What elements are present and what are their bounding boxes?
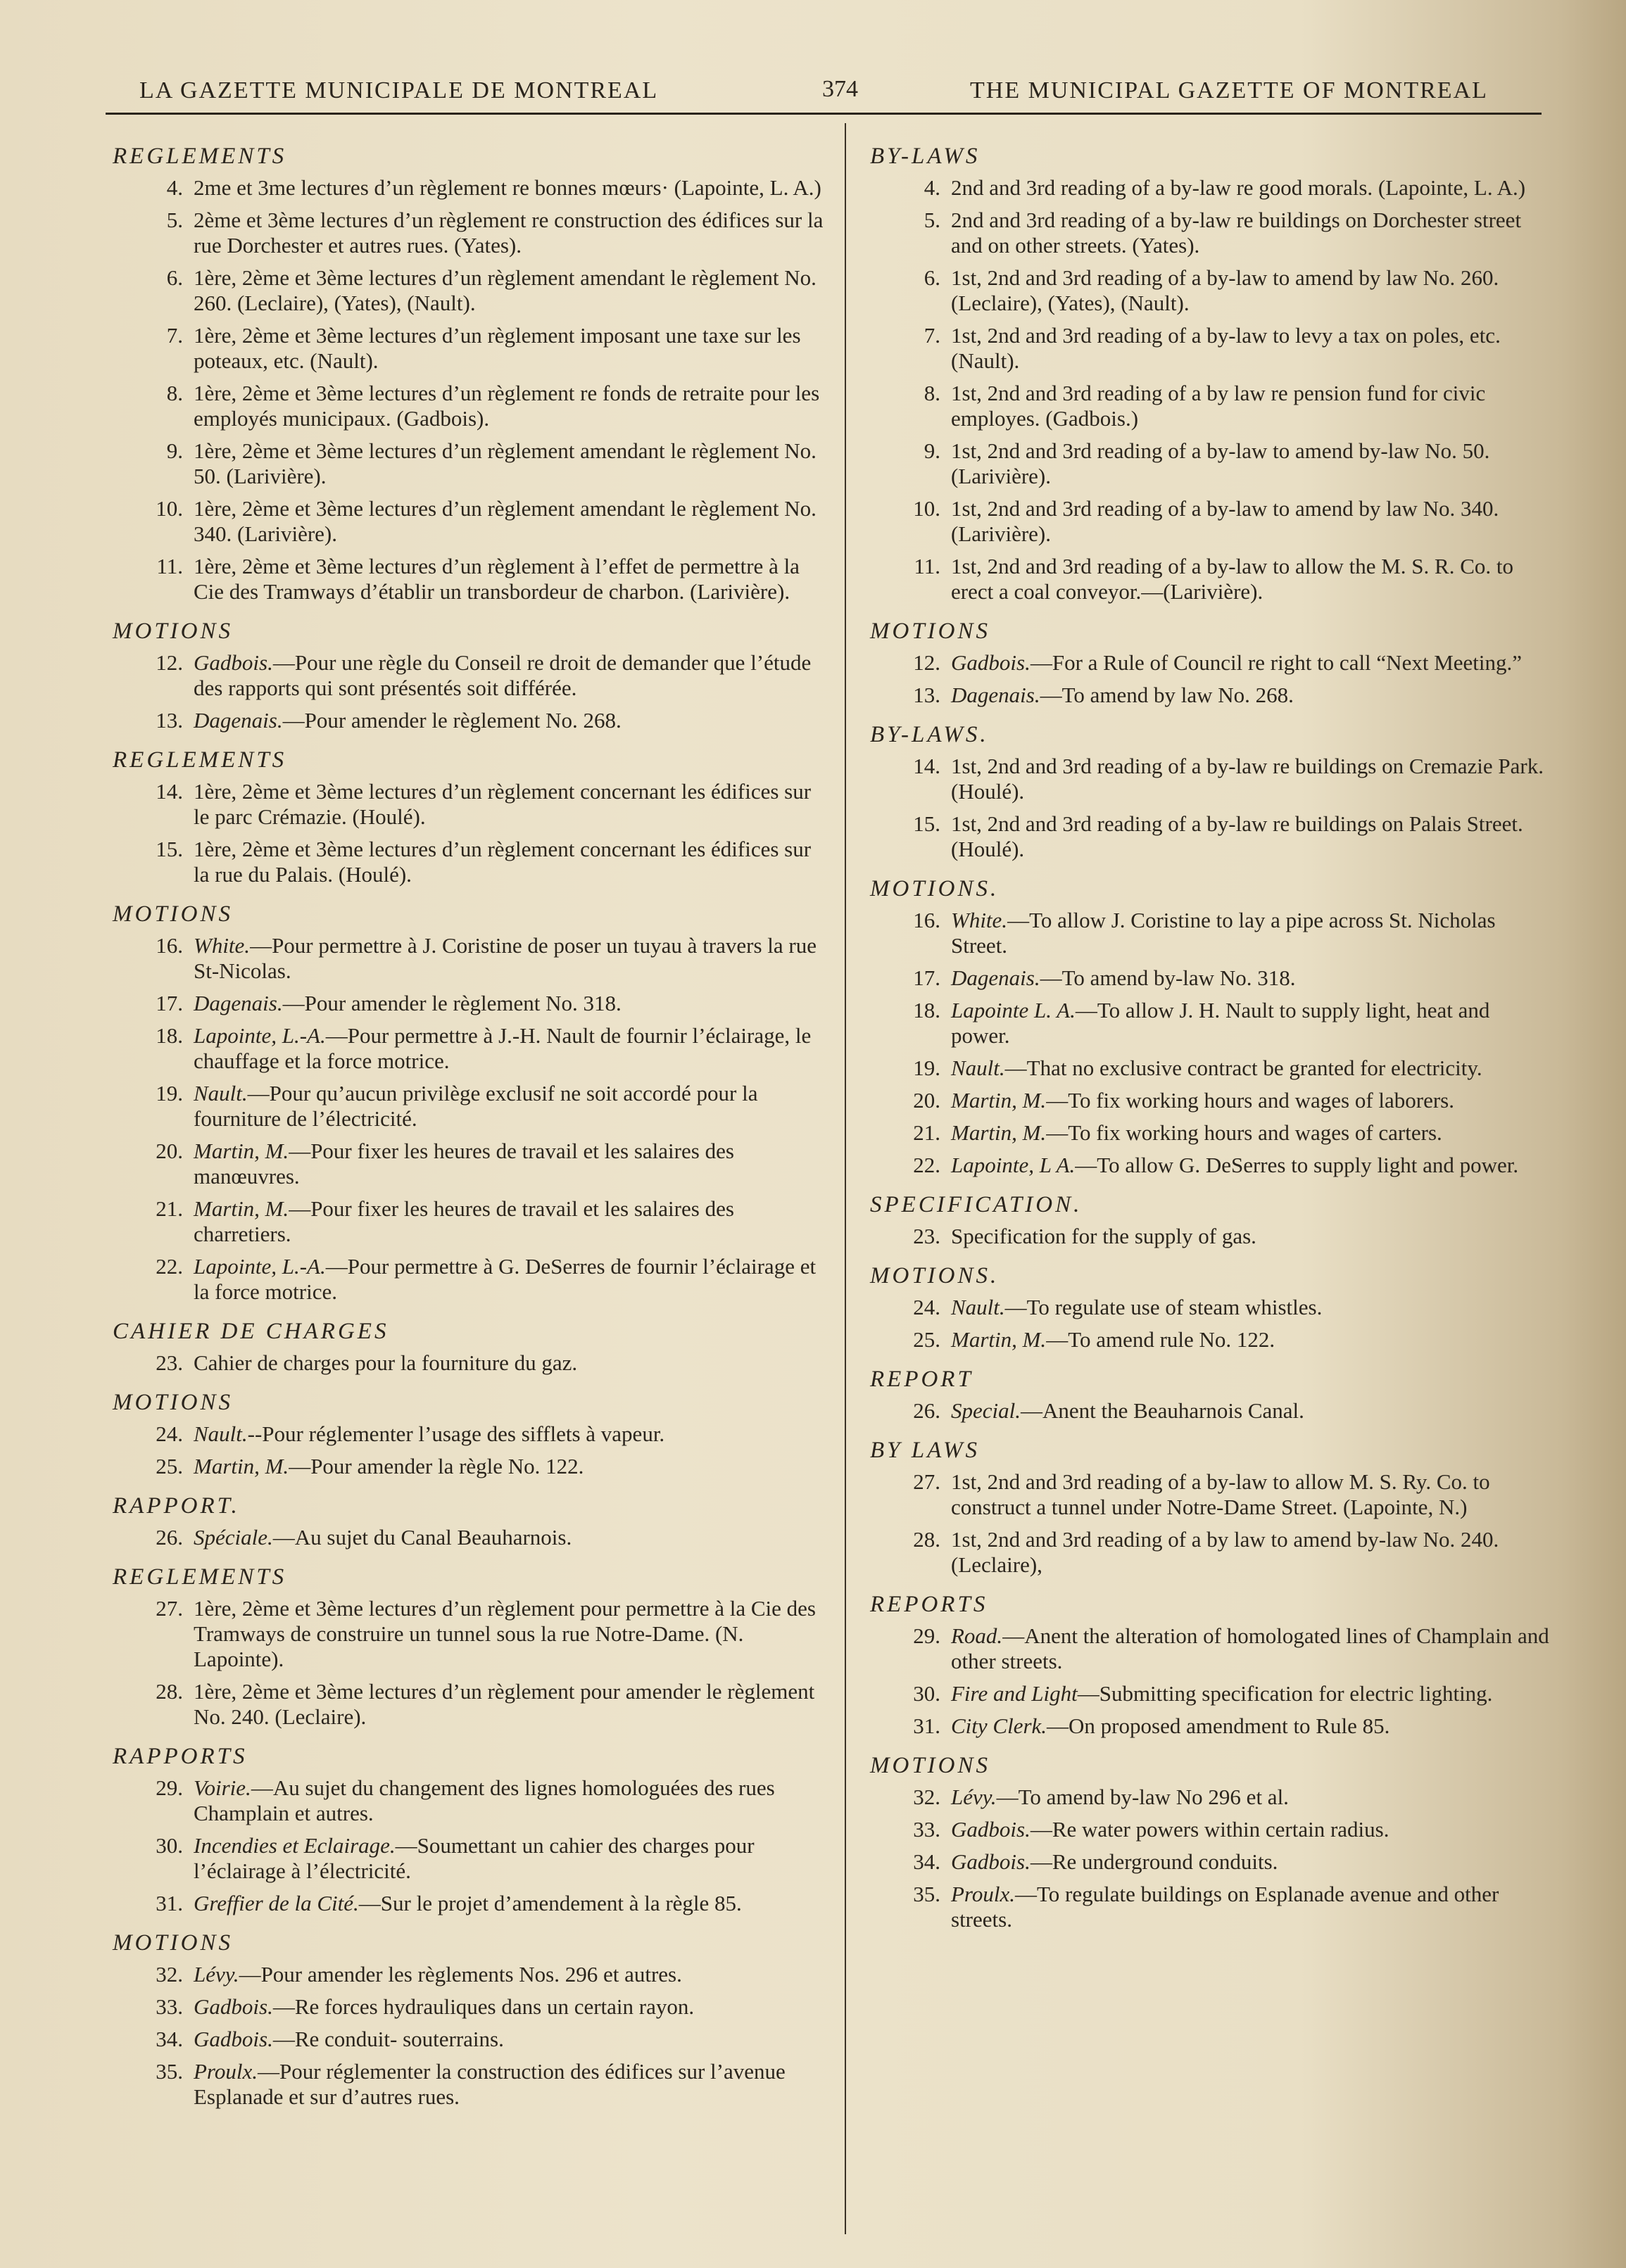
item-number: 35. — [156, 2059, 183, 2084]
header-rule — [106, 113, 1542, 115]
item-mover-name: Road. — [951, 1623, 1003, 1648]
agenda-item — [113, 438, 831, 489]
item-number: 5. — [166, 208, 183, 232]
agenda-section — [113, 1564, 831, 1730]
item-mover-name: White. — [194, 933, 251, 958]
agenda-item — [113, 1196, 831, 1247]
item-number: 14. — [156, 779, 183, 804]
item-text: 2me et 3me lectures d’un règlement re bonnes mœurs· (Lapointe, L. A.) — [194, 175, 821, 200]
item-mover-name: Fire and Light — [951, 1681, 1078, 1706]
agenda-item — [870, 1153, 1553, 1178]
section-heading: CAHIER DE CHARGES — [113, 1319, 389, 1344]
item-text: —Pour amender les règlements Nos. 296 et autres. — [239, 1962, 682, 1987]
item-number: 13. — [156, 708, 183, 733]
item-mover-name: Dagenais. — [194, 991, 283, 1015]
agenda-section — [870, 876, 1553, 1178]
section-heading: REPORTS — [870, 1592, 988, 1617]
agenda-item — [113, 837, 831, 887]
item-number: 28. — [913, 1527, 940, 1552]
item-text: —Pour réglementer la construction des édifices sur l’avenue Esplanade et sur d’autres rues. — [194, 2059, 786, 2109]
item-text: —To allow G. DeSerres to supply light and power. — [1075, 1153, 1519, 1177]
agenda-item — [870, 650, 1553, 676]
item-mover-name: Nault. — [194, 1081, 248, 1106]
agenda-item — [870, 1327, 1553, 1352]
agenda-item — [870, 496, 1553, 547]
agenda-section — [113, 1493, 831, 1550]
section-heading: RAPPORT. — [113, 1493, 240, 1519]
item-number: 14. — [913, 754, 940, 778]
item-text: —Pour fixer les heures de travail et les salaires des manœuvres. — [194, 1139, 734, 1189]
agenda-item — [113, 650, 831, 701]
item-number: 30. — [156, 1833, 183, 1858]
item-text: 1ère, 2ème et 3ème lectures d’un règlement concernant les édifices sur le parc Crémazie. (Houlé). — [194, 779, 812, 829]
agenda-item — [870, 1817, 1553, 1842]
item-number: 8. — [924, 381, 940, 405]
item-number: 29. — [913, 1623, 940, 1648]
item-text: —That no exclusive contract be granted for electricity. — [1004, 1056, 1482, 1080]
agenda-section — [113, 1319, 831, 1376]
agenda-item — [870, 1849, 1553, 1875]
item-mover-name: Lapointe L. A. — [951, 998, 1076, 1022]
item-mover-name: Nault. — [951, 1056, 1005, 1080]
item-text: —To fix working hours and wages of carters. — [1046, 1120, 1442, 1145]
item-mover-name: Gadbois. — [194, 650, 273, 675]
agenda-item — [113, 1962, 831, 1987]
agenda-item — [870, 811, 1553, 862]
item-text: —Re conduit- souterrains. — [272, 2027, 504, 2051]
page-header — [0, 68, 1626, 110]
english-column — [870, 134, 1553, 1939]
item-number: 16. — [156, 933, 183, 958]
item-number: 31. — [156, 1891, 183, 1915]
item-text: —To amend by-law No 296 et al. — [996, 1785, 1289, 1809]
item-text: 1st, 2nd and 3rd reading of a by-law to amend by law No. 340. (Larivière). — [951, 496, 1499, 546]
agenda-item — [113, 554, 831, 604]
item-number: 20. — [913, 1088, 940, 1113]
item-text: —Submitting specification for electric lighting. — [1077, 1681, 1493, 1706]
item-mover-name: White. — [951, 908, 1008, 932]
item-text: —Anent the Beauharnois Canal. — [1021, 1398, 1304, 1423]
agenda-item — [870, 1469, 1553, 1520]
agenda-section — [113, 1390, 831, 1479]
agenda-item — [113, 779, 831, 830]
item-text: —Pour amender le règlement No. 268. — [282, 708, 622, 733]
item-text: —Re water powers within certain radius. — [1030, 1817, 1389, 1842]
item-text: 1ère, 2ème et 3ème lectures d’un règlement concernant les édifices sur la rue du Palais. (Houlé). — [194, 837, 812, 887]
item-text: —Au sujet du changement des lignes homologuées des rues Champlain et autres. — [194, 1775, 775, 1825]
agenda-item — [870, 1088, 1553, 1113]
item-number: 22. — [913, 1153, 940, 1177]
item-mover-name: Special. — [951, 1398, 1021, 1423]
agenda-item — [870, 998, 1553, 1049]
item-number: 21. — [913, 1120, 940, 1145]
item-mover-name: Gadbois. — [194, 1994, 273, 2019]
item-number: 15. — [913, 811, 940, 836]
item-text: —Pour amender la règle No. 122. — [289, 1454, 584, 1478]
item-text: 2nd and 3rd reading of a by-law re good morals. (Lapointe, L. A.) — [951, 175, 1526, 200]
agenda-section — [113, 1744, 831, 1916]
item-text: —For a Rule of Council re right to call “Next Meeting.” — [1030, 650, 1523, 675]
item-number: 28. — [156, 1679, 183, 1704]
item-number: 26. — [156, 1525, 183, 1550]
item-text: 2nd and 3rd reading of a by-law re buildings on Dorchester street and on other streets. (Yates). — [951, 208, 1522, 258]
item-text: —Pour une règle du Conseil re droit de demander que l’étude des rapports qui sont présentés soit différée. — [194, 650, 812, 700]
agenda-item — [870, 1785, 1553, 1810]
item-mover-name: Incendies et Eclairage. — [194, 1833, 396, 1858]
item-number: 10. — [913, 496, 940, 521]
section-heading: MOTIONS. — [870, 876, 1000, 901]
section-heading: MOTIONS. — [870, 1263, 1000, 1288]
item-number: 13. — [913, 683, 940, 707]
agenda-item — [870, 1527, 1553, 1578]
item-number: 34. — [156, 2027, 183, 2051]
item-number: 9. — [924, 438, 940, 463]
item-number: 20. — [156, 1139, 183, 1163]
item-mover-name: Spéciale. — [194, 1525, 273, 1550]
agenda-item — [870, 554, 1553, 604]
item-number: 18. — [156, 1023, 183, 1048]
agenda-item — [113, 1679, 831, 1730]
item-text: 1ère, 2ème et 3ème lectures d’un règlement pour amender le règlement No. 240. (Leclaire). — [194, 1679, 815, 1729]
item-text: Cahier de charges pour la fourniture du gaz. — [194, 1350, 578, 1375]
section-heading: MOTIONS — [870, 619, 991, 644]
agenda-item — [113, 2027, 831, 2052]
item-text: 1st, 2nd and 3rd reading of a by-law re buildings on Palais Street. (Houlé). — [951, 811, 1523, 861]
item-text: —Au sujet du Canal Beauharnois. — [272, 1525, 572, 1550]
section-heading: MOTIONS — [113, 619, 234, 644]
agenda-item — [113, 323, 831, 374]
agenda-item — [113, 1350, 831, 1376]
agenda-item — [113, 175, 831, 201]
item-number: 10. — [156, 496, 183, 521]
section-heading: SPECIFICATION. — [870, 1192, 1083, 1217]
item-text: —Pour permettre à G. DeSerres de fournir l’éclairage et la force motrice. — [194, 1254, 817, 1304]
item-text: 1ère, 2ème et 3ème lectures d’un règlement amendant le règlement No. 260. (Leclaire), (Yates), (Nault). — [194, 265, 817, 315]
agenda-item — [870, 1713, 1553, 1739]
item-number: 29. — [156, 1775, 183, 1800]
agenda-item — [870, 381, 1553, 431]
item-text: --Pour réglementer l’usage des sifflets à vapeur. — [247, 1421, 665, 1446]
section-heading: REGLEMENTS — [113, 144, 287, 169]
item-text: —To allow J. Coristine to lay a pipe across St. Nicholas Street. — [951, 908, 1496, 958]
item-text: —To amend rule No. 122. — [1046, 1327, 1275, 1352]
item-mover-name: Proulx. — [951, 1882, 1015, 1906]
agenda-item — [870, 754, 1553, 804]
item-text: —Sur le projet d’amendement à la règle 85. — [358, 1891, 742, 1915]
item-number: 9. — [166, 438, 183, 463]
agenda-item — [870, 175, 1553, 201]
item-mover-name: Dagenais. — [951, 683, 1040, 707]
item-text: Specification for the supply of gas. — [951, 1224, 1256, 1248]
section-heading: RAPPORTS — [113, 1744, 248, 1769]
item-number: 24. — [913, 1295, 940, 1319]
item-number: 31. — [913, 1713, 940, 1738]
french-column — [113, 134, 831, 2117]
item-mover-name: Gadbois. — [951, 650, 1031, 675]
agenda-section — [113, 1930, 831, 2110]
item-text: —To amend by-law No. 318. — [1040, 965, 1296, 990]
header-english-title: THE MUNICIPAL GAZETTE OF MONTREAL — [970, 77, 1488, 103]
item-number: 17. — [913, 965, 940, 990]
item-number: 22. — [156, 1254, 183, 1279]
item-number: 17. — [156, 991, 183, 1015]
item-text: 1st, 2nd and 3rd reading of a by law re pension fund for civic employes. (Gadbois.) — [951, 381, 1486, 431]
item-mover-name: Lévy. — [951, 1785, 997, 1809]
item-text: —On proposed amendment to Rule 85. — [1047, 1713, 1390, 1738]
agenda-item — [113, 208, 831, 258]
agenda-section — [870, 1592, 1553, 1739]
item-number: 23. — [156, 1350, 183, 1375]
agenda-item — [113, 708, 831, 733]
agenda-item — [870, 1398, 1553, 1424]
item-number: 16. — [913, 908, 940, 932]
item-text: —Anent the alteration of homologated lines of Champlain and other streets. — [951, 1623, 1549, 1673]
item-text: —To allow J. H. Nault to supply light, heat and power. — [951, 998, 1490, 1048]
agenda-section — [113, 619, 831, 733]
item-number: 35. — [913, 1882, 940, 1906]
item-text: —To amend by law No. 268. — [1040, 683, 1294, 707]
item-number: 33. — [913, 1817, 940, 1842]
item-text: —Pour permettre à J. Coristine de poser un tuyau à travers la rue St-Nicolas. — [194, 933, 817, 983]
item-number: 6. — [166, 265, 183, 290]
agenda-item — [113, 1139, 831, 1189]
item-mover-name: Voirie. — [194, 1775, 251, 1800]
item-number: 15. — [156, 837, 183, 861]
item-number: 18. — [913, 998, 940, 1022]
agenda-section — [113, 144, 831, 604]
section-heading: BY LAWS — [870, 1438, 981, 1463]
item-text: —Pour fixer les heures de travail et les salaires des charretiers. — [194, 1196, 734, 1246]
agenda-item — [113, 991, 831, 1016]
item-number: 33. — [156, 1994, 183, 2019]
item-mover-name: Gadbois. — [951, 1817, 1031, 1842]
agenda-section — [870, 1192, 1553, 1249]
agenda-item — [870, 265, 1553, 316]
section-heading: MOTIONS — [113, 1930, 234, 1956]
item-number: 25. — [156, 1454, 183, 1478]
agenda-section — [870, 722, 1553, 862]
item-text: —Soumettant un cahier des charges pour l’éclairage à l’électricité. — [194, 1833, 755, 1883]
item-number: 12. — [156, 650, 183, 675]
agenda-item — [113, 2059, 831, 2110]
item-text: 1st, 2nd and 3rd reading of a by-law to allow the M. S. R. Co. to erect a coal conveyor.—(Larivière). — [951, 554, 1514, 604]
item-mover-name: Dagenais. — [951, 965, 1040, 990]
item-number: 34. — [913, 1849, 940, 1874]
agenda-section — [870, 1438, 1553, 1578]
section-heading: REGLEMENTS — [113, 1564, 287, 1590]
item-number: 19. — [913, 1056, 940, 1080]
item-mover-name: Martin, M. — [194, 1454, 289, 1478]
item-mover-name: Martin, M. — [951, 1327, 1047, 1352]
agenda-item — [870, 323, 1553, 374]
agenda-item — [870, 1224, 1553, 1249]
agenda-section — [870, 144, 1553, 604]
item-text: —Pour amender le règlement No. 318. — [282, 991, 622, 1015]
item-number: 7. — [924, 323, 940, 348]
item-number: 32. — [913, 1785, 940, 1809]
item-mover-name: Greffier de la Cité. — [194, 1891, 359, 1915]
header-french-title: LA GAZETTE MUNICIPALE DE MONTREAL — [139, 77, 659, 103]
item-mover-name: City Clerk. — [951, 1713, 1047, 1738]
item-text: 1st, 2nd and 3rd reading of a by-law to amend by-law No. 50. (Larivière). — [951, 438, 1490, 488]
item-text: 1st, 2nd and 3rd reading of a by law to amend by-law No. 240. (Leclaire), — [951, 1527, 1499, 1577]
section-heading: MOTIONS — [870, 1753, 991, 1778]
agenda-item — [113, 1081, 831, 1132]
agenda-item — [113, 1994, 831, 2020]
agenda-item — [113, 1525, 831, 1550]
item-number: 26. — [913, 1398, 940, 1423]
agenda-item — [113, 1833, 831, 1884]
item-text: 1st, 2nd and 3rd reading of a by-law to amend by law No. 260. (Leclaire), (Yates), (Nault). — [951, 265, 1499, 315]
item-number: 5. — [924, 208, 940, 232]
item-number: 7. — [166, 323, 183, 348]
item-mover-name: Martin, M. — [951, 1088, 1047, 1113]
item-mover-name: Nault. — [951, 1295, 1005, 1319]
item-number: 23. — [913, 1224, 940, 1248]
item-number: 11. — [156, 554, 183, 578]
item-number: 21. — [156, 1196, 183, 1221]
item-number: 27. — [913, 1469, 940, 1494]
item-text: 1st, 2nd and 3rd reading of a by-law re buildings on Cremazie Park. (Houlé). — [951, 754, 1544, 804]
item-number: 24. — [156, 1421, 183, 1446]
item-mover-name: Gadbois. — [194, 2027, 273, 2051]
section-heading: BY-LAWS. — [870, 722, 989, 747]
section-heading: MOTIONS — [113, 901, 234, 927]
agenda-item — [870, 908, 1553, 958]
item-number: 27. — [156, 1596, 183, 1621]
column-divider — [845, 123, 846, 2234]
item-number: 4. — [166, 175, 183, 200]
item-number: 4. — [924, 175, 940, 200]
item-number: 25. — [913, 1327, 940, 1352]
item-number: 11. — [914, 554, 940, 578]
item-number: 32. — [156, 1962, 183, 1987]
page-number: 374 — [822, 76, 858, 102]
item-text: 1ère, 2ème et 3ème lectures d’un règlement amendant le règlement No. 340. (Larivière). — [194, 496, 817, 546]
agenda-item — [113, 1775, 831, 1826]
agenda-section — [870, 619, 1553, 708]
item-mover-name: Martin, M. — [951, 1120, 1047, 1145]
item-text: 1ère, 2ème et 3ème lectures d’un règlement imposant une taxe sur les poteaux, etc. (Nault). — [194, 323, 801, 373]
item-mover-name: Gadbois. — [951, 1849, 1031, 1874]
agenda-item — [113, 265, 831, 316]
agenda-item — [113, 1891, 831, 1916]
item-number: 30. — [913, 1681, 940, 1706]
item-mover-name: Dagenais. — [194, 708, 283, 733]
item-text: 1st, 2nd and 3rd reading of a by-law to allow M. S. Ry. Co. to construct a tunnel under Notre-Dame Street. (Lapointe, N.) — [951, 1469, 1490, 1519]
agenda-item — [113, 496, 831, 547]
item-number: 8. — [166, 381, 183, 405]
agenda-item — [870, 1056, 1553, 1081]
item-number: 6. — [924, 265, 940, 290]
agenda-section — [870, 1753, 1553, 1932]
agenda-item — [113, 381, 831, 431]
item-mover-name: Proulx. — [194, 2059, 258, 2084]
agenda-item — [870, 1681, 1553, 1706]
agenda-section — [113, 747, 831, 887]
item-mover-name: Lapointe, L A. — [951, 1153, 1076, 1177]
agenda-section — [113, 901, 831, 1305]
agenda-item — [113, 1254, 831, 1305]
item-mover-name: Lapointe, L.-A. — [194, 1023, 326, 1048]
item-text: —Pour permettre à J.-H. Nault de fournir l’éclairage, le chauffage et la force motrice. — [194, 1023, 812, 1073]
section-heading: REGLEMENTS — [113, 747, 287, 773]
item-text: —To regulate buildings on Esplanade avenue and other streets. — [951, 1882, 1499, 1932]
agenda-item — [870, 208, 1553, 258]
item-mover-name: Lévy. — [194, 1962, 239, 1987]
section-heading: REPORT — [870, 1367, 973, 1392]
item-mover-name: Martin, M. — [194, 1196, 289, 1221]
item-text: 1ère, 2ème et 3ème lectures d’un règlement pour permettre à la Cie des Tramways de construire un tunnel sous la rue Notre-Dame. (N. Lapointe). — [194, 1596, 816, 1671]
agenda-item — [870, 1882, 1553, 1932]
item-mover-name: Lapointe, L.-A. — [194, 1254, 326, 1279]
agenda-item — [870, 1623, 1553, 1674]
agenda-item — [870, 683, 1553, 708]
section-heading: BY-LAWS — [870, 144, 981, 169]
agenda-item — [113, 1454, 831, 1479]
agenda-item — [870, 438, 1553, 489]
agenda-section — [870, 1367, 1553, 1424]
agenda-item — [870, 1295, 1553, 1320]
agenda-item — [870, 965, 1553, 991]
agenda-item — [113, 1023, 831, 1074]
item-text: —To fix working hours and wages of laborers. — [1046, 1088, 1454, 1113]
agenda-item — [113, 1421, 831, 1447]
item-text: —To regulate use of steam whistles. — [1004, 1295, 1323, 1319]
item-text: —Re underground conduits. — [1030, 1849, 1278, 1874]
item-text: 1ère, 2ème et 3ème lectures d’un règlement amendant le règlement No. 50. (Larivière). — [194, 438, 817, 488]
item-number: 19. — [156, 1081, 183, 1106]
agenda-item — [870, 1120, 1553, 1146]
item-text: 1st, 2nd and 3rd reading of a by-law to levy a tax on poles, etc. (Nault). — [951, 323, 1501, 373]
item-text: 2ème et 3ème lectures d’un règlement re construction des édifices sur la rue Dorchester et autres rues. (Yates). — [194, 208, 824, 258]
item-text: —Re forces hydrauliques dans un certain rayon. — [272, 1994, 695, 2019]
agenda-item — [113, 933, 831, 984]
agenda-section — [870, 1263, 1553, 1352]
item-text: 1ère, 2ème et 3ème lectures d’un règlement re fonds de retraite pour les employés municipaux. (Gadbois). — [194, 381, 820, 431]
item-text: 1ère, 2ème et 3ème lectures d’un règlement à l’effet de permettre à la Cie des Tramways d’établir un transbordeur de charbon. (Larivière). — [194, 554, 800, 604]
item-text: —Pour qu’aucun privilège exclusif ne soit accordé pour la fourniture de l’électricité. — [194, 1081, 758, 1131]
section-heading: MOTIONS — [113, 1390, 234, 1415]
item-number: 12. — [913, 650, 940, 675]
item-mover-name: Nault. — [194, 1421, 248, 1446]
agenda-item — [113, 1596, 831, 1672]
item-mover-name: Martin, M. — [194, 1139, 289, 1163]
